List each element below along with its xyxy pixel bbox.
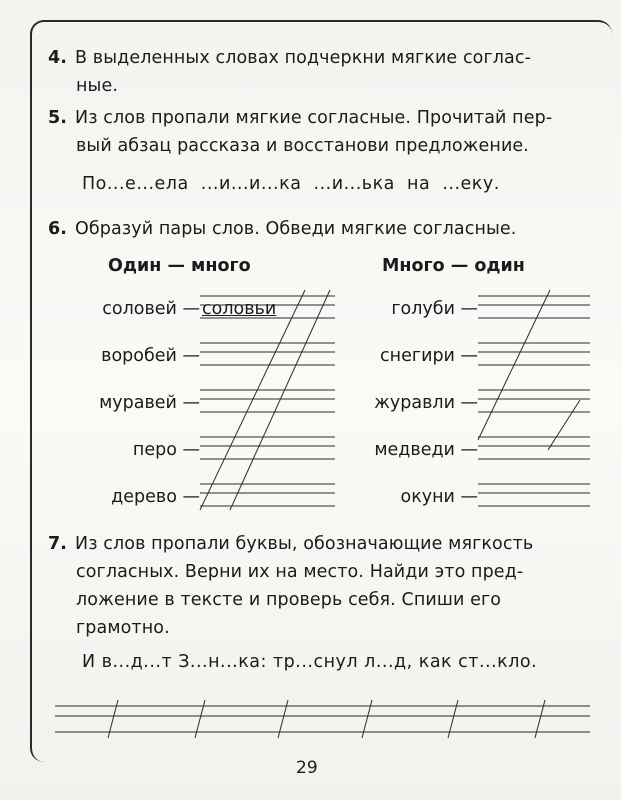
left-column-heading: Один — много [108, 256, 251, 276]
task-4-text: В выделенных словах подчеркни мягкие соглас- [75, 48, 532, 68]
task-5-number: 5. [48, 108, 68, 128]
left-word-1: соловей — [102, 299, 200, 319]
right-word-5: окуни — [400, 487, 478, 507]
task-7-text-4: грамотно. [76, 618, 170, 638]
left-answer-1: соловьи [202, 299, 277, 319]
left-answer-lines [200, 290, 335, 510]
task-5-text: Из слов пропали мягкие согласные. Прочитай пер- [75, 108, 553, 128]
task-7-gap-sentence: И в...д...т З...н...ка: тр...снул л...д, как ст...кло. [82, 652, 538, 672]
task-6-number: 6. [48, 219, 68, 239]
left-word-4: перо — [132, 440, 200, 460]
left-word-2: воробей — [101, 346, 200, 366]
right-word-3: журавли — [374, 393, 478, 413]
task-4-text-cont: ные. [76, 76, 118, 96]
left-word-3: муравей — [99, 393, 200, 413]
task-7-text-2: согласных. Верни их на место. Найди это пред- [76, 562, 524, 582]
right-answer-lines [478, 290, 590, 506]
left-word-5: дерево — [111, 487, 200, 507]
task-7-text-3: ложение в тексте и проверь себя. Спиши его [76, 590, 502, 610]
task-5-gap-sentence: По...е...ела ...и...и...ка ...и...ька на ...еку. [82, 174, 500, 194]
task-6-text: Образуй пары слов. Обведи мягкие согласные. [75, 219, 517, 239]
right-word-1: голуби — [391, 299, 478, 319]
task-7-text: Из слов пропали буквы, обозначающие мягкость [75, 534, 534, 554]
right-word-2: снегири — [380, 346, 478, 366]
task-4-number: 4. [48, 48, 68, 68]
copy-lines [55, 700, 590, 738]
task-7-number: 7. [48, 534, 68, 554]
right-column-heading: Много — один [382, 256, 525, 276]
right-word-4: медведи — [374, 440, 478, 460]
page-number: 29 [296, 758, 318, 778]
task-5-text-cont: вый абзац рассказа и восстанови предложение. [76, 136, 529, 156]
